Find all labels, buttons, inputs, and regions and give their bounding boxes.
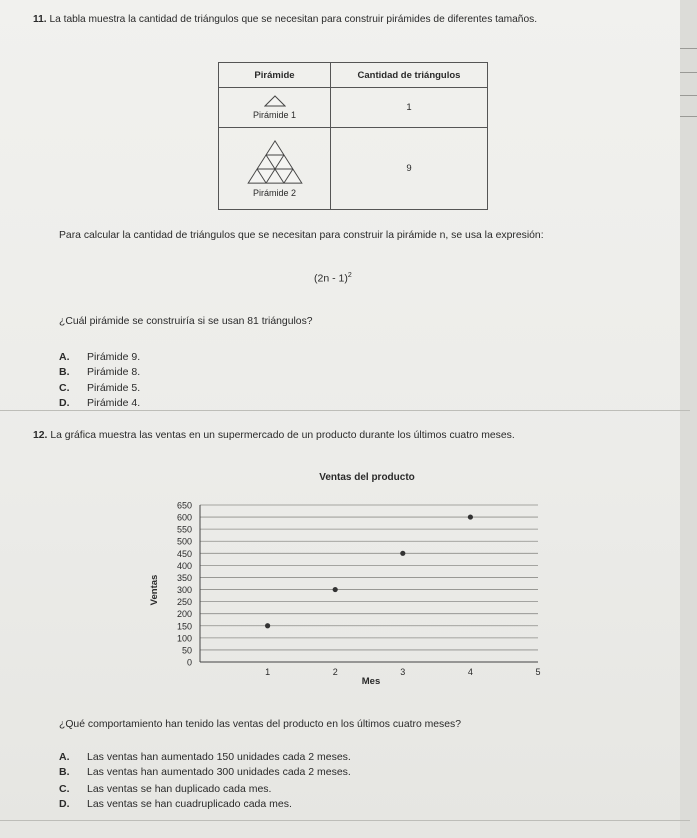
edge-mark — [680, 95, 697, 96]
q11-prompt — [33, 14, 537, 25]
table-row — [219, 128, 488, 210]
pyramid-1-count: 1 — [331, 88, 488, 128]
pyramid-2-figure — [246, 139, 304, 185]
pyramid-2-label: Pirámide 2 — [252, 188, 297, 198]
q11-instruction: Para calcular la cantidad de triángulos que se necesitan para construir la pirámide n, se usa la expresión: — [59, 230, 544, 241]
x-tick-label: 4 — [467, 667, 473, 677]
chart-y-ticks — [177, 501, 192, 668]
option-text: Pirámide 5. — [87, 382, 141, 394]
bottom-divider — [0, 820, 690, 821]
data-point — [468, 514, 473, 519]
edge-mark — [680, 72, 697, 73]
q12-question: ¿Qué comportamiento han tenido las ventas del producto en los últimos cuatro meses? — [59, 719, 461, 730]
y-tick-label: 50 — [181, 645, 192, 656]
option-text: Pirámide 9. — [87, 351, 141, 363]
pyramid-1-cell — [219, 88, 331, 128]
edge-mark — [680, 48, 697, 49]
q11-option-a[interactable] — [59, 351, 140, 363]
option-letter: B. — [59, 766, 70, 778]
chart-points — [265, 514, 473, 628]
q11-option-b[interactable] — [59, 366, 140, 378]
pyramid-2-cell — [219, 128, 331, 210]
x-tick-label: 1 — [265, 667, 271, 677]
option-letter: C. — [59, 783, 70, 795]
chart-y-axis-label: Ventas — [149, 574, 160, 606]
y-tick-label: 200 — [176, 609, 192, 620]
y-tick-label: 550 — [176, 524, 192, 535]
option-text: Las ventas han aumentado 300 unidades cada 2 meses. — [87, 766, 351, 778]
option-letter: D. — [59, 798, 70, 810]
y-tick-label: 450 — [176, 548, 192, 559]
option-text: Pirámide 8. — [87, 366, 141, 378]
y-tick-label: 150 — [176, 621, 192, 632]
option-text: Las ventas han aumentado 150 unidades cada 2 meses. — [87, 751, 351, 763]
edge-mark — [680, 116, 697, 117]
table-header-count: Cantidad de triángulos — [331, 63, 488, 88]
q11-expression — [314, 272, 352, 285]
y-tick-label: 650 — [176, 500, 192, 511]
data-point — [400, 551, 405, 556]
option-letter: D. — [59, 397, 70, 409]
data-point — [333, 587, 338, 592]
chart-x-axis-label: Mes — [361, 676, 381, 685]
q12-number: 12. — [33, 430, 48, 441]
q12-option-b[interactable] — [59, 766, 351, 778]
q12-option-d[interactable] — [59, 798, 292, 810]
x-tick-label: 3 — [400, 667, 406, 677]
option-letter: C. — [59, 382, 70, 394]
q12-text: La gráfica muestra las ventas en un supermercado de un producto durante los últimos cuatro meses. — [50, 430, 515, 441]
table-header-pyramid: Pirámide — [219, 63, 331, 88]
option-letter: A. — [59, 751, 70, 763]
q11-text: La tabla muestra la cantidad de triángulos que se necesitan para construir pirámides de diferentes tamaños. — [49, 14, 538, 25]
y-tick-label: 100 — [176, 633, 192, 644]
pyramid-table — [218, 62, 488, 210]
y-tick-label: 0 — [186, 657, 192, 668]
q11-option-d[interactable] — [59, 397, 140, 409]
q12-prompt — [33, 430, 515, 441]
x-tick-label: 2 — [332, 667, 338, 677]
pyramid-2-count: 9 — [331, 128, 488, 210]
chart-x-ticks — [265, 667, 540, 677]
q11-number: 11. — [33, 14, 47, 25]
page-edge — [680, 0, 697, 838]
q12-option-a[interactable] — [59, 751, 351, 763]
option-text: Las ventas se han duplicado cada mes. — [87, 783, 272, 795]
y-tick-label: 600 — [176, 512, 192, 523]
y-tick-label: 500 — [176, 536, 192, 547]
y-tick-label: 350 — [176, 572, 192, 583]
expression-exponent: 2 — [347, 272, 352, 279]
pyramid-1-label: Pirámide 1 — [252, 110, 297, 120]
option-text: Pirámide 4. — [87, 397, 141, 409]
y-tick-label: 250 — [176, 597, 192, 608]
y-tick-label: 300 — [176, 585, 192, 596]
option-letter: B. — [59, 366, 70, 378]
table-row — [219, 88, 488, 128]
y-tick-label: 400 — [176, 560, 192, 571]
x-tick-label: 5 — [535, 667, 541, 677]
expression-base: (2n - 1) — [314, 272, 348, 285]
q12-option-c[interactable] — [59, 783, 271, 795]
chart-grid — [200, 505, 538, 662]
sales-chart — [0, 465, 697, 685]
q11-option-c[interactable] — [59, 382, 140, 394]
chart-title: Ventas del producto — [319, 472, 415, 483]
option-letter: A. — [59, 351, 70, 363]
option-text: Las ventas se han cuadruplicado cada mes. — [87, 798, 292, 810]
section-divider — [0, 410, 690, 411]
pyramid-1-figure — [264, 95, 286, 107]
q11-question: ¿Cuál pirámide se construiría si se usan 81 triángulos? — [59, 316, 313, 327]
data-point — [265, 623, 270, 628]
